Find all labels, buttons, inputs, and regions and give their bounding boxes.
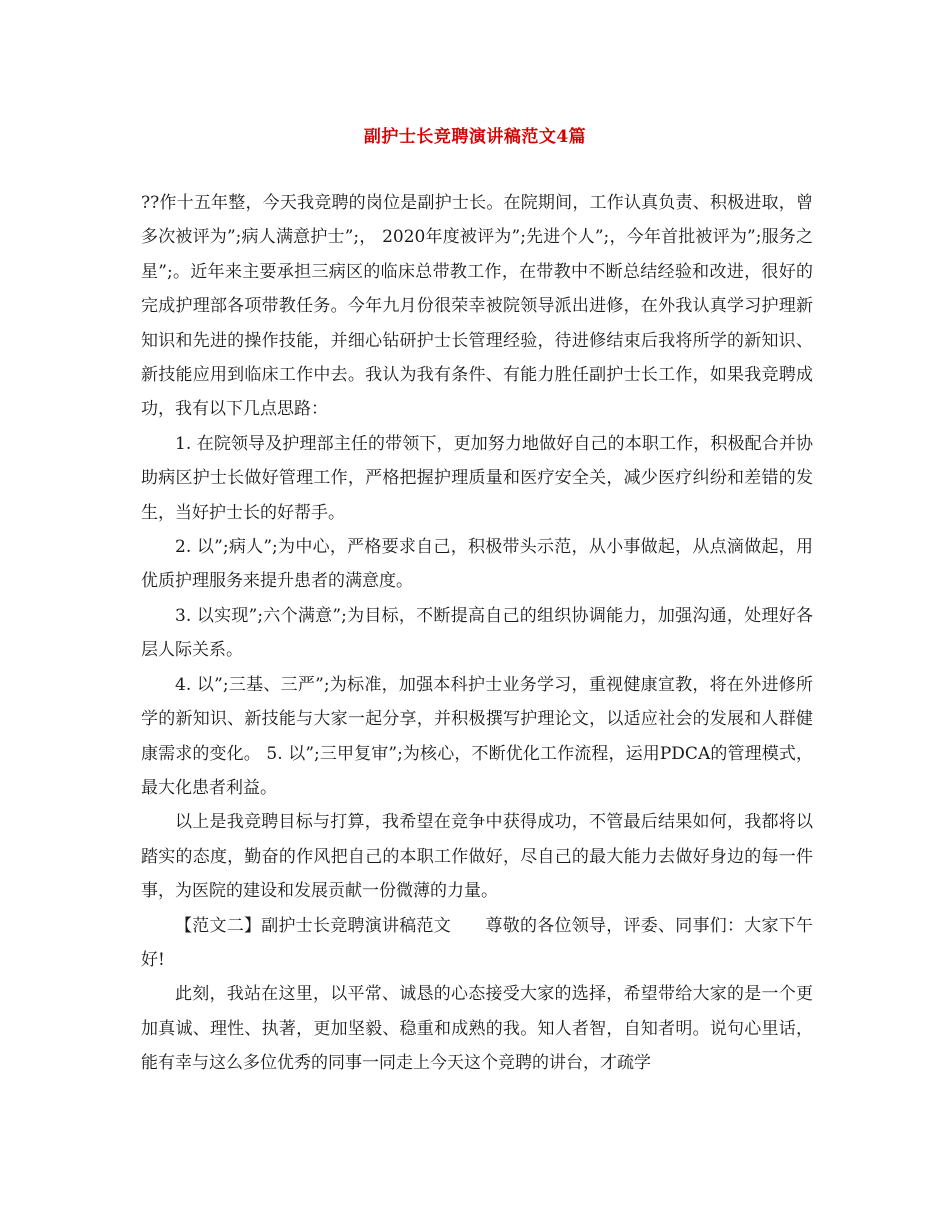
paragraph: ??作十五年整，今天我竞聘的岗位是副护士长。在院期间，工作认真负责、积极进取，曾多次被评为”;病人满意护士”;， 2020年度被评为”;先进个人”;，今年首批被评为”;服务之星”;。近年来主要承担三病区的临床总带教工作，在带教中不断总结经验和改进，很好的完成护理部各项带教任务。今年九月份很荣幸被院领导派出进修，在外我认真学习护理新知识和先进的操作技能，并细心钻研护士长管理经验，待进修结束后我将所学的新知识、新技能应用到临床工作中去。我认为我有条件、有能力胜任副护士长工作，如果我竞聘成功，我有以下几点思路： <box>141 193 813 420</box>
paragraph: 【范文二】副护士长竞聘演讲稿范文 尊敬的各位领导，评委、同事们：大家下午好! <box>141 915 813 970</box>
paragraph: 此刻，我站在这里，以平常、诚恳的心态接受大家的选择，希望带给大家的是一个更加真诚、理性、执著，更加坚毅、稳重和成熟的我。知人者智，自知者明。说句心里话，能有幸与这么多位优秀的同事一同走上今天这个竞聘的讲台，才疏学 <box>141 984 813 1074</box>
paragraph: 2. 以”;病人”;为中心，严格要求自己，积极带头示范，从小事做起，从点滴做起，用优质护理服务来提升患者的满意度。 <box>141 537 813 592</box>
paragraph: 以上是我竞聘目标与打算，我希望在竞争中获得成功，不管最后结果如何，我都将以踏实的态度，勤奋的作风把自己的本职工作做好，尽自己的最大能力去做好身边的每一件事，为医院的建设和发展贡献一份微薄的力量。 <box>141 812 813 902</box>
paragraph: 4. 以”;三基、三严”;为标准，加强本科护士业务学习，重视健康宣教，将在外进修所学的新知识、新技能与大家一起分享，并积极撰写护理论文，以适应社会的发展和人群健康需求的变化。 5. 以”;三甲复审”;为核心，不断优化工作流程，运用PDCA的管理模式，最大化患者利益。 <box>141 674 813 798</box>
document-body <box>141 186 813 1081</box>
paragraph: 1. 在院领导及护理部主任的带领下，更加努力地做好自己的本职工作，积极配合并协助病区护士长做好管理工作，严格把握护理质量和医疗安全关，减少医疗纠纷和差错的发生，当好护士长的好帮手。 <box>141 433 813 523</box>
document-title: 副护士长竞聘演讲稿范文4篇 <box>363 127 587 147</box>
paragraph: 3. 以实现”;六个满意”;为目标，不断提高自己的组织协调能力，加强沟通，处理好各层人际关系。 <box>141 605 813 661</box>
